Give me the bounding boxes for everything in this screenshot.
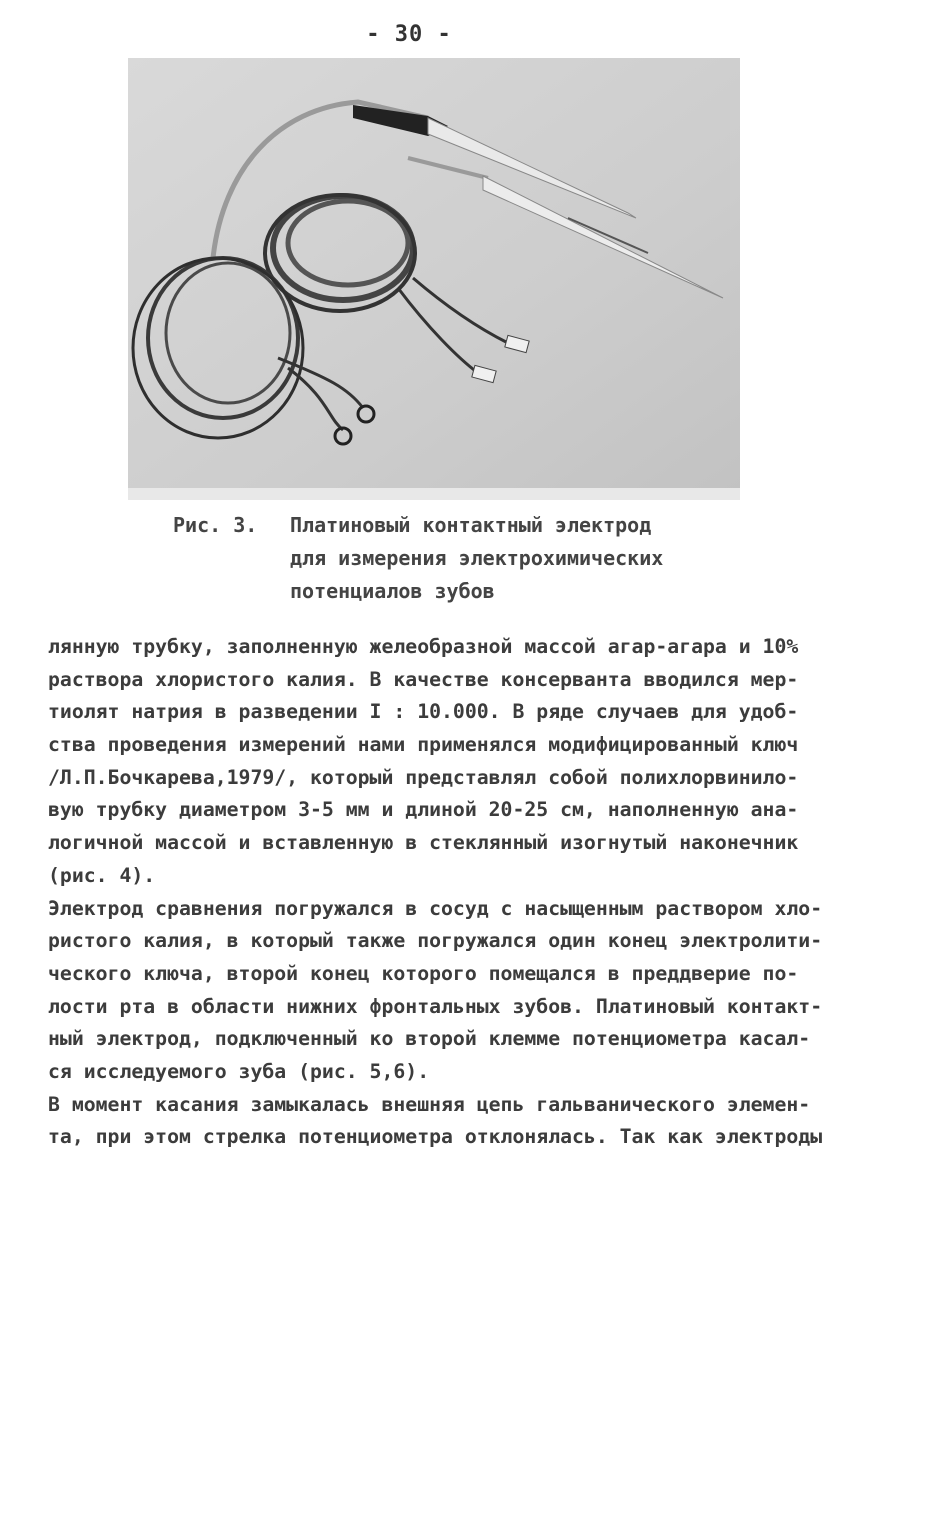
figure-caption-text bbox=[290, 509, 663, 608]
caption-line: Платиновый контактный электрод bbox=[290, 513, 652, 537]
text-line: В момент касания замыкалась внешняя цепь гальванического элемен- bbox=[48, 1092, 811, 1116]
text-line: ристого калия, в который также погружался один конец электролити- bbox=[48, 929, 823, 953]
text-line: ства проведения измерений нами применялся модифицированный ключ bbox=[48, 733, 799, 757]
caption-line: для измерения электрохимических bbox=[290, 546, 664, 570]
text-line: ся исследуемого зуба (рис. 5,6). bbox=[48, 1059, 430, 1083]
text-line: ческого ключа, второй конец которого помещался в преддверие по- bbox=[48, 961, 799, 985]
page-number: - 30 - bbox=[366, 22, 452, 47]
body-text bbox=[48, 631, 888, 1154]
electrode-photo bbox=[128, 58, 740, 500]
text-line: тиолят натрия в разведении I : 10.000. В ряде случаев для удоб- bbox=[48, 700, 799, 724]
text-line: ный электрод, подключенный ко второй клемме потенциометра касал- bbox=[48, 1027, 811, 1051]
text-line: вую трубку диаметром 3-5 мм и длиной 20-25 см, наполненную ана- bbox=[48, 798, 799, 822]
text-line: лянную трубку, заполненную желеобразной массой агар-агара и 10% bbox=[48, 635, 799, 658]
text-line: /Л.П.Бочкарева,1979/, который представлял собой полихлорвинило- bbox=[48, 765, 799, 789]
figure-label: Рис. 3. bbox=[173, 513, 258, 537]
text-line: логичной массой и вставленную в стеклянный изогнутый наконечник bbox=[48, 831, 799, 855]
text-line: раствора хлористого калия. В качестве консерванта вводился мер- bbox=[48, 667, 799, 691]
text-line: (рис. 4). bbox=[48, 863, 156, 887]
text-line: лости рта в области нижних фронтальных зубов. Платиновый контакт- bbox=[48, 994, 823, 1018]
text-line: Электрод сравнения погружался в сосуд с насыщенным раствором хло- bbox=[48, 896, 823, 920]
text-line: та, при этом стрелка потенциометра отклонялась. Так как электроды bbox=[48, 1125, 823, 1149]
caption-line: потенциалов зубов bbox=[290, 579, 495, 603]
